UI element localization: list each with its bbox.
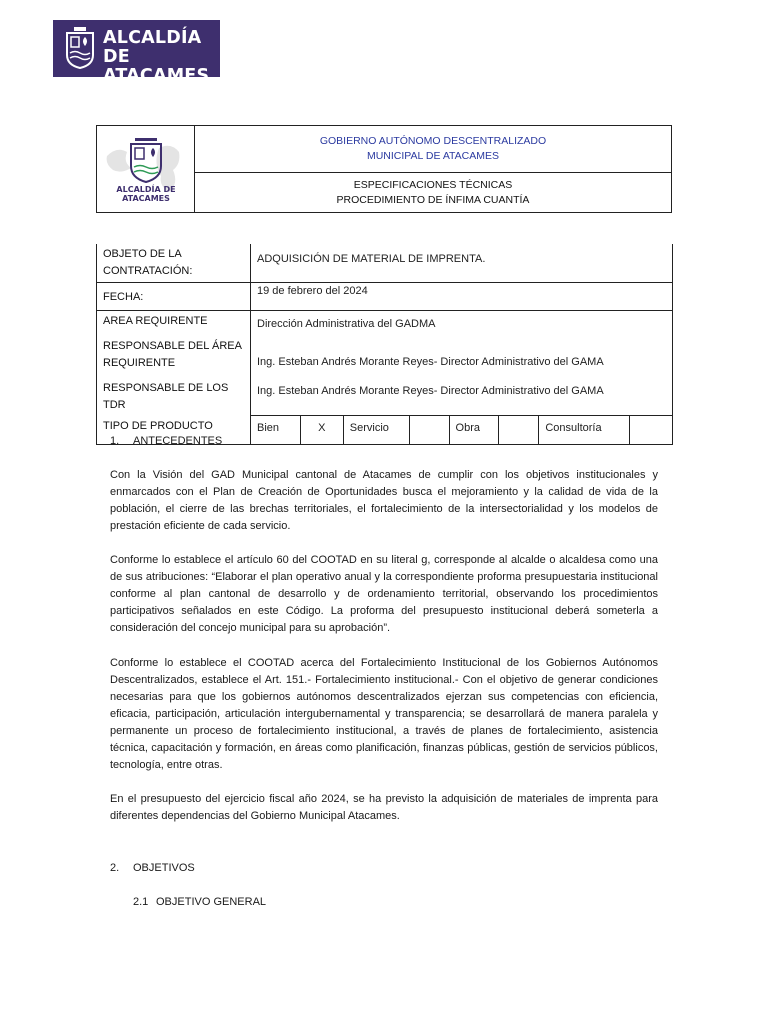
paragraph-2 [110, 552, 658, 637]
header-logo-line2: ATACAMES [122, 194, 170, 203]
option-servicio: Servicio [344, 416, 410, 444]
option-obra: Obra [450, 416, 500, 444]
paragraph-text: Conforme lo establece el artículo 60 del COOTAD en su literal g, corresponde al alcalde o alcaldesa como una de sus atribuciones: “Elaborar el plan operativo anual y la correspondiente proforma presupuestaria institucional conforme al plan cantonal de desarrollo y de ordenamiento territorial, observando los procedimientos participativos señalados en este Código. La proforma del presupuesto institucional deberá someterla a consideración del concejo municipal para su aprobación”. [110, 554, 658, 634]
option-bien: Bien [251, 416, 301, 444]
objeto-value: ADQUISICIÓN DE MATERIAL DE IMPRENTA. [251, 244, 673, 283]
section-title: ANTECEDENTES [133, 435, 223, 447]
municipality-logo-banner [53, 20, 220, 86]
resp-tdr-label: RESPONSABLE DE LOS TDR [97, 378, 251, 416]
table-row [97, 244, 673, 283]
banner-logo-line2: ATACAMES [103, 66, 210, 86]
table-row [97, 336, 673, 378]
document-header-box [96, 125, 672, 213]
option-bien-mark: X [301, 416, 344, 444]
doc-type-line1: ESPECIFICACIONES TÉCNICAS [353, 178, 513, 191]
header-document-type [195, 173, 671, 212]
area-value: Dirección Administrativa del GADMA [251, 311, 673, 336]
paragraph-text: Conforme lo establece el COOTAD acerca del Fortalecimiento Institucional de los Gobiernos Autónomos Descentralizados, establece el Art. 151.- Fortalecimiento institucional.- Con el objetivo de generar condiciones necesarias para que los gobiernos autónomos descentralizados ejerzan sus competencias con eficiencia, eficacia, participación, articulación intergubernamental y transparencia; se desarrollará de manera paralela y permanente un proceso de fortalecimiento institucional, a través de planes de fortalecimiento, asistencia técnica, capacitación y formación, en áreas como planificación, finanzas públicas, gestión de servicios públicos, tecnología, entre otras. [110, 657, 658, 771]
fecha-label: FECHA: [97, 283, 251, 311]
section-heading-antecedentes [110, 433, 658, 450]
area-label: AREA REQUIRENTE [97, 311, 251, 336]
contract-info-table [96, 244, 673, 445]
banner-logo-text [103, 29, 220, 86]
subsection-title: OBJETIVO GENERAL [156, 896, 267, 908]
resp-tdr-value: Ing. Esteban Andrés Morante Reyes- Director Administrativo del GAMA [251, 378, 673, 416]
paragraph-text: En el presupuesto del ejercicio fiscal año 2024, se ha previsto la adquisición de materiales de imprenta para diferentes dependencias del Gobierno Municipal Atacames. [110, 793, 658, 822]
resp-area-label: RESPONSABLE DEL ÁREA REQUIRENTE [97, 336, 251, 378]
section-number: 2. [110, 862, 120, 874]
header-organization [195, 126, 671, 173]
resp-area-value: Ing. Esteban Andrés Morante Reyes- Director Administrativo del GAMA [251, 336, 673, 378]
section-title: OBJETIVOS [133, 862, 195, 874]
tipo-label: TIPO DE PRODUCTO [97, 416, 251, 445]
fecha-value: 19 de febrero del 2024 [251, 283, 673, 311]
paragraph-text: Con la Visión del GAD Municipal cantonal de Atacames de cumplir con los objetivos institucionales y enmarcados con el Plan de Creación de Oportunidades busca el mejoramiento y la calidad de vida de la población, el cierre de las brechas territoriales, el fortalecimiento de la intersectorialidad y los modelos de prestación eficiente de cada servicio. [110, 469, 658, 532]
banner-logo-line1: ALCALDÍA DE [103, 28, 202, 67]
org-line2: MUNICIPAL DE ATACAMES [366, 150, 500, 162]
subsection-heading-objetivo-general [133, 894, 681, 911]
header-logo-icon [97, 126, 194, 212]
paragraph-3 [110, 655, 658, 774]
option-consultoria: Consultoría [539, 416, 630, 444]
shield-logo-icon [65, 27, 95, 69]
header-logo-line1: ALCALDÍA DE [116, 185, 176, 194]
doc-type-line2: PROCEDIMIENTO DE ÍNFIMA CUANTÍA [336, 193, 530, 206]
table-row [97, 311, 673, 336]
org-line1: GOBIERNO AUTÓNOMO DESCENTRALIZADO [319, 135, 547, 147]
header-logo-cell [97, 126, 195, 212]
table-row [97, 283, 673, 311]
objeto-label: OBJETO DE LA CONTRATACIÓN: [97, 244, 251, 283]
section-number: 1. [110, 435, 120, 447]
paragraph-4 [110, 791, 658, 825]
paragraph-1 [110, 467, 658, 535]
section-heading-objetivos [110, 860, 658, 877]
subsection-number: 2.1 [133, 896, 149, 908]
table-row [97, 378, 673, 416]
